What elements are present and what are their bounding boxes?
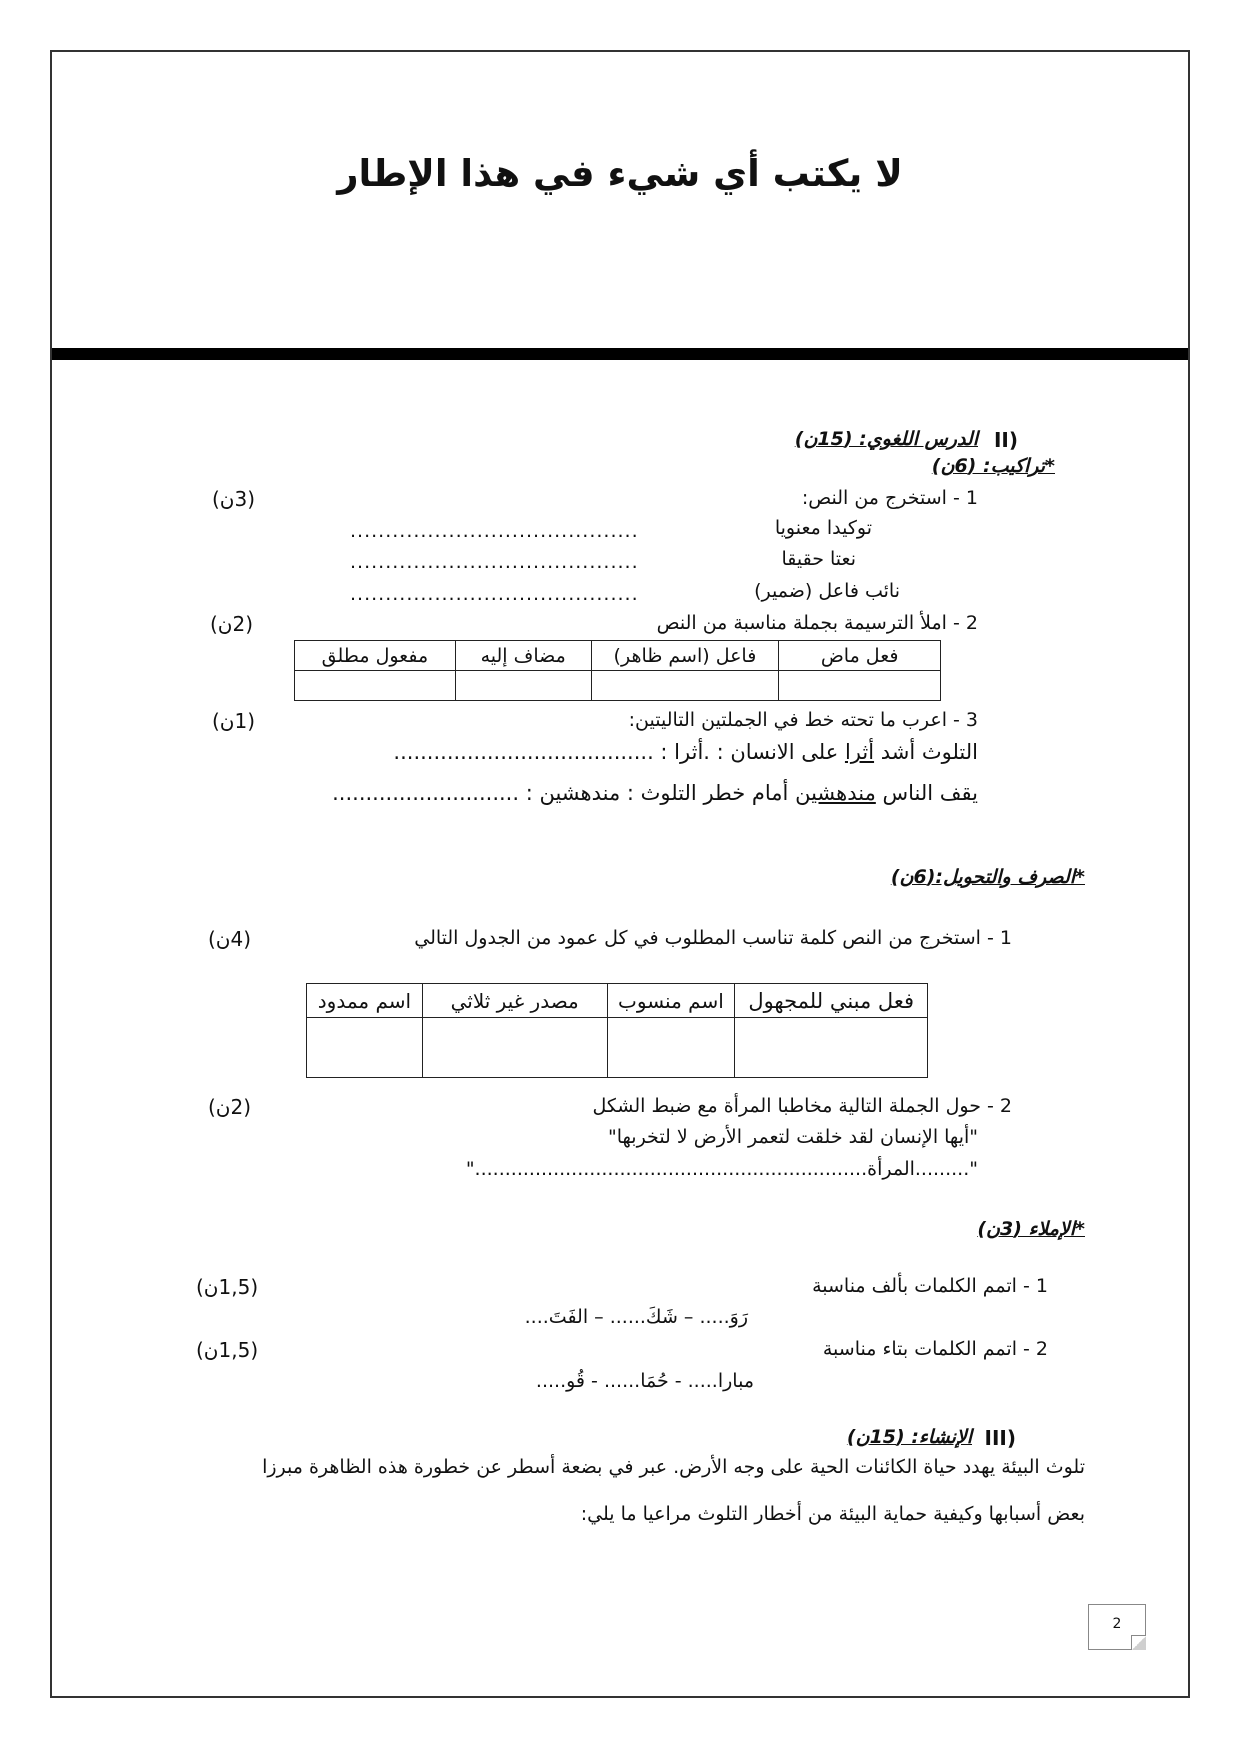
q1-answer-line-2: ......................................... <box>350 551 639 573</box>
q3-sentence-2 <box>332 781 978 805</box>
insha-prompt-line-1: تلوث البيئة يهدد حياة الكائنات الحية على وجه الأرض. عبر في بضعة أسطر عن خطورة هذه الظاهرة مبرزا <box>262 1456 1085 1478</box>
table-header-cell: اسم منسوب <box>607 984 735 1018</box>
section-iii-heading: الإنشاء: (15ن) <box>846 1426 972 1448</box>
tarakib-q3-text: 3 - اعرب ما تحته خط في الجملتين التاليتين: <box>628 709 978 731</box>
table-answer-row <box>295 671 941 701</box>
q3-s2-underlined: مندهشين <box>795 781 876 805</box>
table-header-cell: مضاف إليه <box>455 641 591 671</box>
answer-cell[interactable] <box>295 671 456 701</box>
imlaa-heading: *الإملاء (3ن) <box>977 1218 1085 1240</box>
section-iii-numeral: III) <box>984 1426 1016 1450</box>
imlaa-q2-text: 2 - اتمم الكلمات بتاء مناسبة <box>822 1338 1048 1360</box>
do-not-write-title: لا يكتب أي شيء في هذا الإطار <box>337 152 903 195</box>
tarakib-q1-mark: (3ن) <box>212 487 256 511</box>
q1-answer-line-1: ......................................... <box>350 520 639 542</box>
sarf-q1-text: 1 - استخرج من النص كلمة تناسب المطلوب في كل عمود من الجدول التالي <box>414 927 1012 949</box>
q1-answer-line-3: ......................................... <box>350 583 639 605</box>
tarakib-q2-table <box>294 640 941 701</box>
imlaa-q1-mark: (1,5ن) <box>196 1275 259 1299</box>
q1-item-tawkid: توكيدا معنويا <box>774 517 872 539</box>
answer-cell[interactable] <box>735 1018 928 1078</box>
table-header-row <box>295 641 941 671</box>
imlaa-q2-mark: (1,5ن) <box>196 1338 259 1362</box>
q3-s2-before: يقف الناس <box>875 781 978 805</box>
table-header-cell: فاعل (اسم ظاهر) <box>591 641 779 671</box>
tarakib-q1-text: 1 - استخرج من النص: <box>801 487 978 509</box>
insha-prompt-line-2: بعض أسبابها وكيفية حماية البيئة من أخطار التلوث مراعيا ما يلي: <box>580 1503 1085 1525</box>
tarakib-heading: *تراكيب: (6ن) <box>931 455 1055 477</box>
imlaa-q2-words: مبارا..... - حُمَا...... - قُو..... <box>535 1370 754 1392</box>
separator-rule <box>52 348 1188 360</box>
table-header-cell: فعل ماض <box>779 641 941 671</box>
q3-s1-after: على الانسان : .أثرا : ....................................... <box>393 740 845 764</box>
table-header-row <box>307 984 928 1018</box>
table-header-cell: اسم ممدود <box>307 984 423 1018</box>
q1-item-naat: نعتا حقيقا <box>781 548 856 570</box>
answer-cell[interactable] <box>307 1018 423 1078</box>
table-header-cell: فعل مبني للمجهول <box>735 984 928 1018</box>
q3-s1-before: التلوث أشد <box>874 740 978 764</box>
answer-cell[interactable] <box>422 1018 607 1078</box>
q3-s1-underlined: أثرا <box>844 740 875 764</box>
section-ii-heading: الدرس اللغوي: (15ن) <box>794 428 978 450</box>
sarf-q1-table <box>306 983 928 1078</box>
q3-s2-after: أمام خطر التلوث : مندهشين : ............................ <box>332 781 796 805</box>
imlaa-q1-text: 1 - اتمم الكلمات بألف مناسبة <box>812 1275 1048 1297</box>
page-number-box <box>1088 1604 1146 1650</box>
sarf-heading: *الصرف والتحويل:(6ن) <box>890 866 1085 888</box>
section-ii-numeral: II) <box>993 428 1018 452</box>
sarf-q2-quote: "أيها الإنسان لقد خلقت لتعمر الأرض لا لتخربها" <box>608 1126 978 1148</box>
sarf-q2-mark: (2ن) <box>208 1095 252 1119</box>
table-header-cell: مصدر غير ثلاثي <box>422 984 607 1018</box>
tarakib-q3-mark: (1ن) <box>212 709 256 733</box>
page-number: 2 <box>1112 1616 1122 1632</box>
answer-cell[interactable] <box>455 671 591 701</box>
tarakib-q2-text: 2 - املأ الترسيمة بجملة مناسبة من النص <box>656 612 978 634</box>
sarf-q1-mark: (4ن) <box>208 927 252 951</box>
table-answer-row <box>307 1018 928 1078</box>
sarf-q2-text: 2 - حول الجملة التالية مخاطبا المرأة مع ضبط الشكل <box>592 1095 1012 1117</box>
q3-sentence-1 <box>393 740 978 764</box>
table-header-cell: مفعول مطلق <box>295 641 456 671</box>
tarakib-q2-mark: (2ن) <box>210 612 254 636</box>
do-not-write-box <box>52 52 1188 352</box>
sarf-q2-answer-line: ".........المرأة................................................................." <box>465 1158 978 1180</box>
imlaa-q1-words: رَوَ..... – شَكَ...... – الفَتَ.... <box>524 1306 748 1328</box>
answer-cell[interactable] <box>607 1018 735 1078</box>
answer-cell[interactable] <box>779 671 941 701</box>
q1-item-naib-fael: نائب فاعل (ضمير) <box>754 580 900 602</box>
answer-cell[interactable] <box>591 671 779 701</box>
